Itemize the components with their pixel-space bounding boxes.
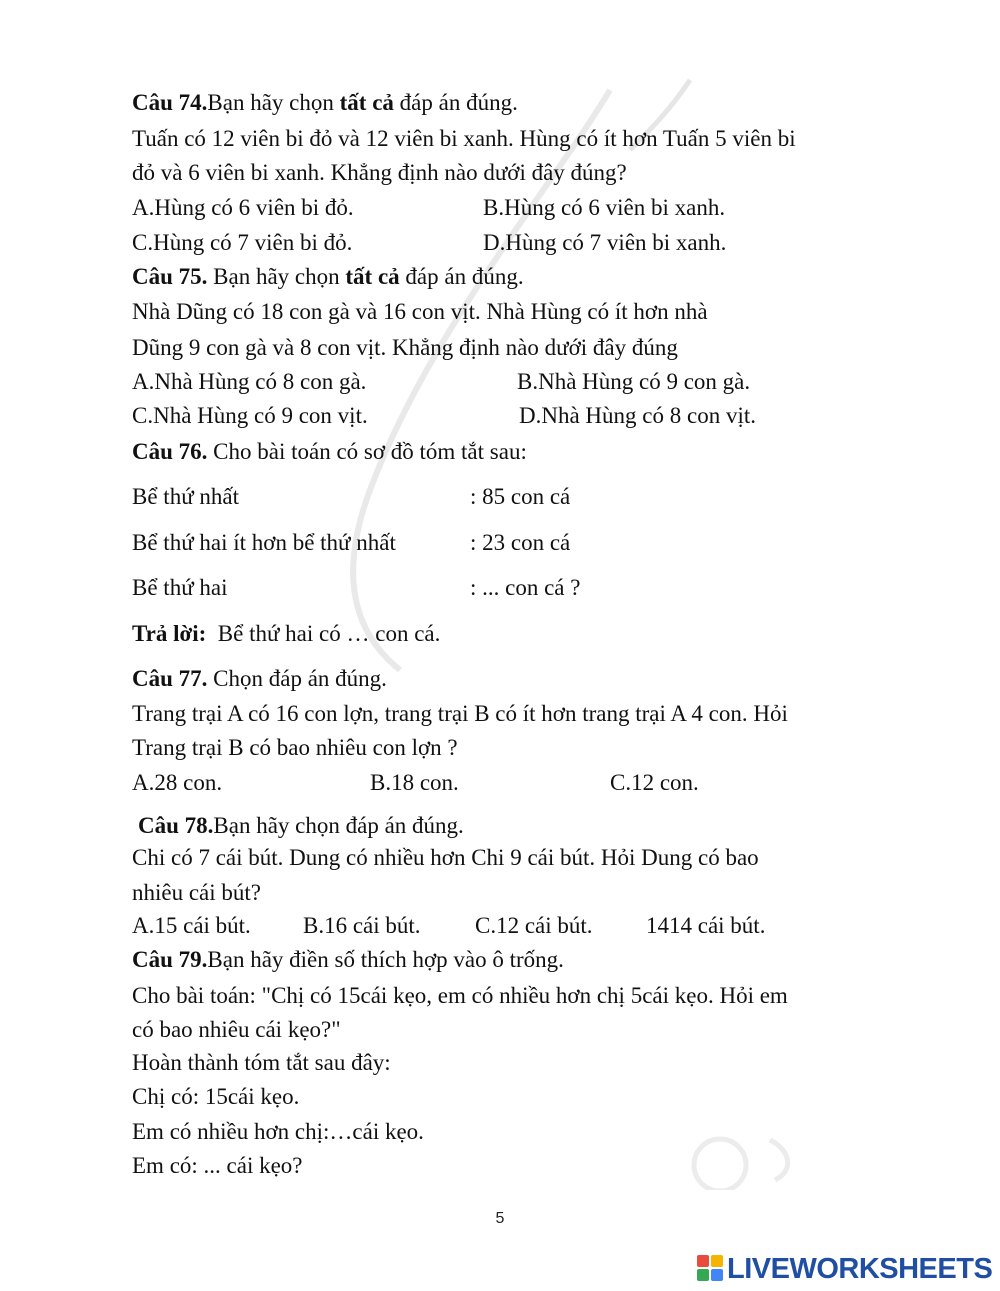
q74-option-c[interactable]: C.Hùng có 7 viên bi đỏ. [132,230,353,255]
q75-instr-bold: tất cả [345,264,400,289]
q78-option-a[interactable]: A.15 cái bút. [132,913,251,938]
q75-title: Câu 75. [132,264,208,289]
q78-option-d[interactable]: 1414 cái bút. [646,913,766,938]
q79-line3: Hoàn thành tóm tắt sau đây: [132,1050,391,1075]
q75-line1: Nhà Dũng có 18 con gà và 16 con vịt. Nhà Hùng có ít hơn nhà [132,299,708,324]
q74-option-d[interactable]: D.Hùng có 7 viên bi xanh. [483,230,727,255]
q75-line2: Dũng 9 con gà và 8 con vịt. Khẳng định nào dưới đây đúng [132,335,678,360]
q76-heading [132,437,527,467]
q77-title: Câu 77. [132,666,208,691]
q77-option-a[interactable]: A.28 con. [132,770,223,795]
page-number: 5 [495,1210,505,1227]
q74-option-a[interactable]: A.Hùng có 6 viên bi đỏ. [132,195,354,220]
q74-instr-post: đáp án đúng. [393,90,518,115]
q76-row1-label: Bể thứ nhất [132,484,240,509]
q78-heading [138,811,464,841]
q74-line1: Tuấn có 12 viên bi đỏ và 12 viên bi xanh. Hùng có ít hơn Tuấn 5 viên bi [132,126,796,151]
liveworksheets-logo[interactable] [697,1252,992,1286]
q76-answer [132,619,440,649]
q79-line6[interactable]: Em có: ... cái kẹo? [132,1153,303,1178]
q78-instr: Bạn hãy chọn đáp án đúng. [213,813,464,838]
q79-line2: có bao nhiêu cái kẹo?" [132,1017,341,1042]
q76-answer-label: Trả lời: [132,621,207,646]
q75-option-b[interactable]: B.Nhà Hùng có 9 con gà. [517,369,751,394]
q74-instr-pre: Bạn hãy chọn [207,90,340,115]
q78-option-c[interactable]: C.12 cái bút. [475,913,593,938]
q77-option-b[interactable]: B.18 con. [370,770,459,795]
q74-option-b[interactable]: B.Hùng có 6 viên bi xanh. [483,195,726,220]
liveworksheets-logo-text: LIVEWORKSHEETS [727,1252,993,1285]
q79-line4: Chị có: 15cái kẹo. [132,1084,300,1109]
q79-title: Câu 79. [132,947,208,972]
q75-option-a[interactable]: A.Nhà Hùng có 8 con gà. [132,369,367,394]
q77-heading [132,664,387,694]
q79-heading [132,945,564,975]
q76-instr: Cho bài toán có sơ đồ tóm tắt sau: [207,439,527,464]
q79-line5[interactable]: Em có nhiều hơn chị:…cái kẹo. [132,1119,424,1144]
q75-option-d[interactable]: D.Nhà Hùng có 8 con vịt. [519,403,756,428]
q74-heading [132,88,518,118]
q79-line1: Cho bài toán: "Chị có 15cái kẹo, em có nhiều hơn chị 5cái kẹo. Hỏi em [132,983,788,1008]
q76-row3-label: Bể thứ hai [132,575,228,600]
q77-option-c[interactable]: C.12 con. [610,770,699,795]
q74-instr-bold: tất cả [339,90,394,115]
q77-line2: Trang trại B có bao nhiêu con lợn ? [132,735,458,760]
liveworksheets-logo-icon [697,1255,725,1283]
q77-instr: Chọn đáp án đúng. [207,666,387,691]
q79-instr: Bạn hãy điền số thích hợp vào ô trống. [207,947,564,972]
q78-title: Câu 78. [138,813,214,838]
q76-row1-value: : 85 con cá [470,484,571,509]
q76-title: Câu 76. [132,439,208,464]
q78-line1: Chi có 7 cái bút. Dung có nhiều hơn Chi 9 cái bút. Hỏi Dung có bao [132,845,759,870]
q75-instr-post: đáp án đúng. [399,264,524,289]
q75-heading [132,262,524,292]
q76-row2-label: Bể thứ hai ít hơn bể thứ nhất [132,530,396,555]
q76-row3-value[interactable]: : ... con cá ? [470,575,581,600]
q74-line2: đỏ và 6 viên bi xanh. Khẳng định nào dưới đây đúng? [132,160,627,185]
q75-option-c[interactable]: C.Nhà Hùng có 9 con vịt. [132,403,368,428]
q78-option-b[interactable]: B.16 cái bút. [303,913,421,938]
q74-title: Câu 74. [132,90,208,115]
q76-answer-text[interactable]: Bể thứ hai có … con cá. [206,621,441,646]
q77-line1: Trang trại A có 16 con lợn, trang trại B có ít hơn trang trại A 4 con. Hỏi [132,701,788,726]
q76-row2-value: : 23 con cá [470,530,571,555]
q78-line2: nhiêu cái bút? [132,880,262,905]
q75-instr-pre: Bạn hãy chọn [207,264,346,289]
